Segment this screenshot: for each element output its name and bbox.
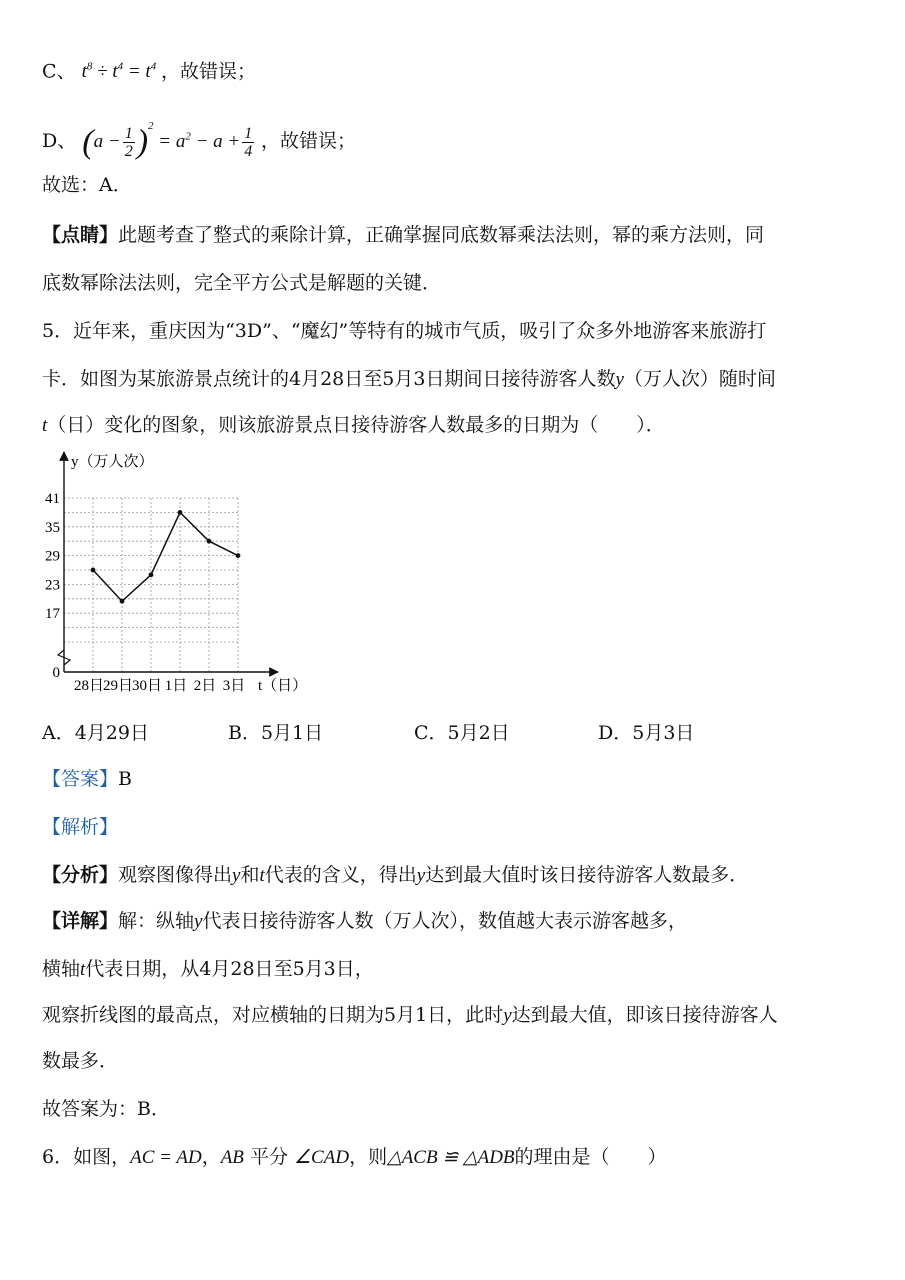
x-tick-label: 30日 xyxy=(131,678,163,694)
y-tick-label: 23 xyxy=(45,577,60,594)
solution-option-c: C、 $t^8 \div t^4 = t^4$ ，故错误； xyxy=(42,60,256,83)
analysis-tag: 【解析】 xyxy=(42,816,119,838)
option-b[interactable]: B．5月1日 xyxy=(228,722,324,744)
x-tick-label: 3日 xyxy=(222,678,246,694)
x-tick-label: 2日 xyxy=(193,678,217,694)
comment-line-2: 底数幂除法法则，完全平方公式是解题的关键． xyxy=(42,272,442,294)
x-tick-label: 1日 xyxy=(164,678,188,694)
data-point xyxy=(207,539,212,544)
xiangjie-line-4: 数最多． xyxy=(42,1050,119,1072)
x-axis-label: t（日） xyxy=(258,678,308,694)
x-tick-label: 29日 xyxy=(102,678,134,694)
data-point xyxy=(91,568,96,573)
y-tick-label: 41 xyxy=(45,491,60,507)
comment-line-1: 【点睛】此题考查了整式的乘除计算，正确掌握同底数幂乘法法则，幂的乘方法则，同 xyxy=(42,224,765,246)
series-line xyxy=(93,512,238,601)
y-tick-label: 35 xyxy=(45,519,60,536)
xiangjie-line-2: 横轴t代表日期，从4月28日至5月3日， xyxy=(42,958,374,980)
data-point xyxy=(236,553,241,558)
x-tick-label: 28日 xyxy=(73,678,105,694)
option-d[interactable]: D．5月3日 xyxy=(598,722,695,744)
option-a[interactable]: A．4月29日 xyxy=(42,722,149,744)
y-tick-label: 0 xyxy=(52,665,60,681)
xiangjie-line-3: 观察折线图的最高点，对应横轴的日期为5月1日，此时y达到最大值，即该日接待游客人 xyxy=(42,1004,778,1026)
fenxi-line: 【分析】观察图像得出y和t代表的含义，得出y达到最大值时该日接待游客人数最多． xyxy=(42,864,749,886)
y-tick-label: 17 xyxy=(45,606,60,623)
comment-tag: 【点睛】 xyxy=(42,224,119,246)
math-expression: (a − $\frac{1}{2}$ )$^2 = a^2 - a$ + $\frac{1}{4}$ xyxy=(82,120,253,161)
solution-option-d: D、 (a − $\frac{1}{2}$ )$^2 = a^2 - a$ + $\frac{1}{4}$ ，故错误； xyxy=(42,120,357,161)
y-tick-label: 29 xyxy=(45,548,60,565)
y-axis-label: y（万人次） xyxy=(71,454,154,470)
xiangjie-line-1: 【详解】解：纵轴y代表日接待游客人数（万人次），数值越大表示游客越多， xyxy=(42,910,687,932)
answer-value: B xyxy=(118,768,132,790)
q5-line-3: t（日）变化的图象，则该旅游景点日接待游客人数最多的日期为（ ）． xyxy=(42,414,665,436)
xiangjie-line-5: 故答案为：B． xyxy=(42,1098,170,1120)
q5-line-1: 5．近年来，重庆因为“3D”、“魔幻”等特有的城市气质，吸引了众多外地游客来旅游打 xyxy=(42,320,767,342)
answer-tag: 【答案】 xyxy=(42,768,119,790)
data-point xyxy=(120,599,125,604)
data-point xyxy=(178,510,183,515)
choose-line: 故选：A． xyxy=(42,174,132,196)
chart-axes xyxy=(58,452,278,672)
q6-line: 6．如图，AC = AD，AB 平分 ∠CAD，则△ACB ≌ △ADB的理由是（ ） xyxy=(42,1146,667,1168)
answer-line xyxy=(42,766,132,792)
option-c[interactable]: C．5月2日 xyxy=(414,722,510,744)
chart-grid xyxy=(64,498,238,672)
q5-line-2: 卡．如图为某旅游景点统计的4月28日至5月3日期间日接待游客人数y（万人次）随时间 xyxy=(42,368,776,390)
data-point xyxy=(149,572,154,577)
math-expression: $t^8 \div t^4 = t^4$ xyxy=(81,61,157,83)
line-chart xyxy=(40,450,310,700)
